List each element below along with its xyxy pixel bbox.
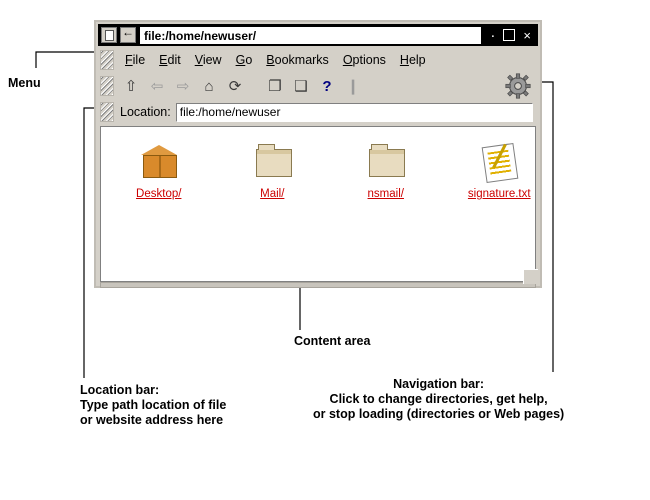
annotation-location-line-1: Location bar:	[80, 383, 160, 397]
menu-item-file[interactable]: File	[125, 53, 146, 67]
window-bottom-bar	[98, 284, 538, 288]
file-label[interactable]: Mail/	[260, 188, 285, 200]
help-icon[interactable]: ?	[322, 77, 332, 95]
folder-icon	[237, 141, 309, 183]
titlebar-icon-group	[98, 27, 140, 43]
text-file-icon	[464, 141, 536, 183]
menu-drag-grip[interactable]	[100, 50, 114, 70]
file-icon-list	[101, 127, 535, 200]
location-input[interactable]	[176, 103, 533, 122]
annotation-menu: Menu	[8, 76, 41, 90]
location-drag-grip[interactable]	[100, 102, 114, 122]
navigation-toolbar	[98, 72, 538, 100]
annotation-location-bar	[80, 383, 226, 428]
minimize-button[interactable]: ·	[490, 26, 496, 44]
menu-item-view[interactable]: View	[194, 53, 222, 67]
menu-item-go[interactable]: Go	[235, 53, 253, 67]
up-icon[interactable]: ⇧	[124, 78, 138, 95]
location-label: Location:	[120, 105, 171, 119]
copy-icon[interactable]: ❐	[268, 78, 282, 95]
file-manager-window	[94, 20, 542, 288]
reload-icon[interactable]: ⟳	[228, 78, 242, 95]
list-item[interactable]	[123, 141, 195, 200]
back-icon[interactable]: ⇦	[150, 78, 164, 95]
annotation-nav-line-2: Click to change directories, get help,	[329, 392, 548, 406]
location-bar	[98, 100, 538, 124]
annotation-navigation-bar	[313, 377, 564, 422]
stop-icon[interactable]: ❙	[346, 78, 360, 95]
file-label[interactable]: nsmail/	[367, 188, 404, 200]
list-item[interactable]	[350, 141, 422, 200]
back-arrow-icon[interactable]	[120, 27, 136, 43]
window-titlebar[interactable]	[98, 24, 538, 46]
window-controls	[481, 28, 538, 43]
gear-icon[interactable]	[505, 73, 531, 99]
maximize-button[interactable]	[503, 29, 515, 41]
file-label[interactable]: signature.txt	[467, 188, 531, 200]
content-area[interactable]	[100, 126, 536, 282]
window-title: file:/home/newuser/	[140, 27, 481, 44]
list-item[interactable]	[464, 141, 536, 200]
home-icon[interactable]: ⌂	[204, 77, 214, 95]
menu-item-help[interactable]: Help	[399, 53, 426, 67]
folder-icon	[350, 141, 422, 183]
paste-icon[interactable]: ❑	[294, 78, 308, 95]
menu-item-bookmarks[interactable]: Bookmarks	[266, 53, 329, 67]
list-item[interactable]	[237, 141, 309, 200]
document-icon[interactable]	[101, 27, 117, 43]
close-button[interactable]: ×	[523, 27, 531, 43]
toolbar-drag-grip[interactable]	[100, 76, 114, 96]
annotation-nav-line-3: or stop loading (directories or Web pages)	[313, 407, 565, 421]
menu-item-edit[interactable]: Edit	[159, 53, 181, 67]
file-label[interactable]: Desktop/	[136, 188, 182, 200]
resize-grip[interactable]	[523, 269, 538, 284]
annotation-content-area: Content area	[294, 334, 371, 348]
box-icon	[123, 141, 195, 183]
menu-bar	[98, 48, 538, 72]
annotation-nav-line-1: Navigation bar:	[393, 377, 485, 391]
forward-icon[interactable]: ⇨	[176, 78, 190, 95]
annotation-location-line-2: Type path location of file	[80, 398, 227, 412]
annotation-location-line-3: or website address here	[80, 413, 224, 427]
menu-item-options[interactable]: Options	[342, 53, 386, 67]
